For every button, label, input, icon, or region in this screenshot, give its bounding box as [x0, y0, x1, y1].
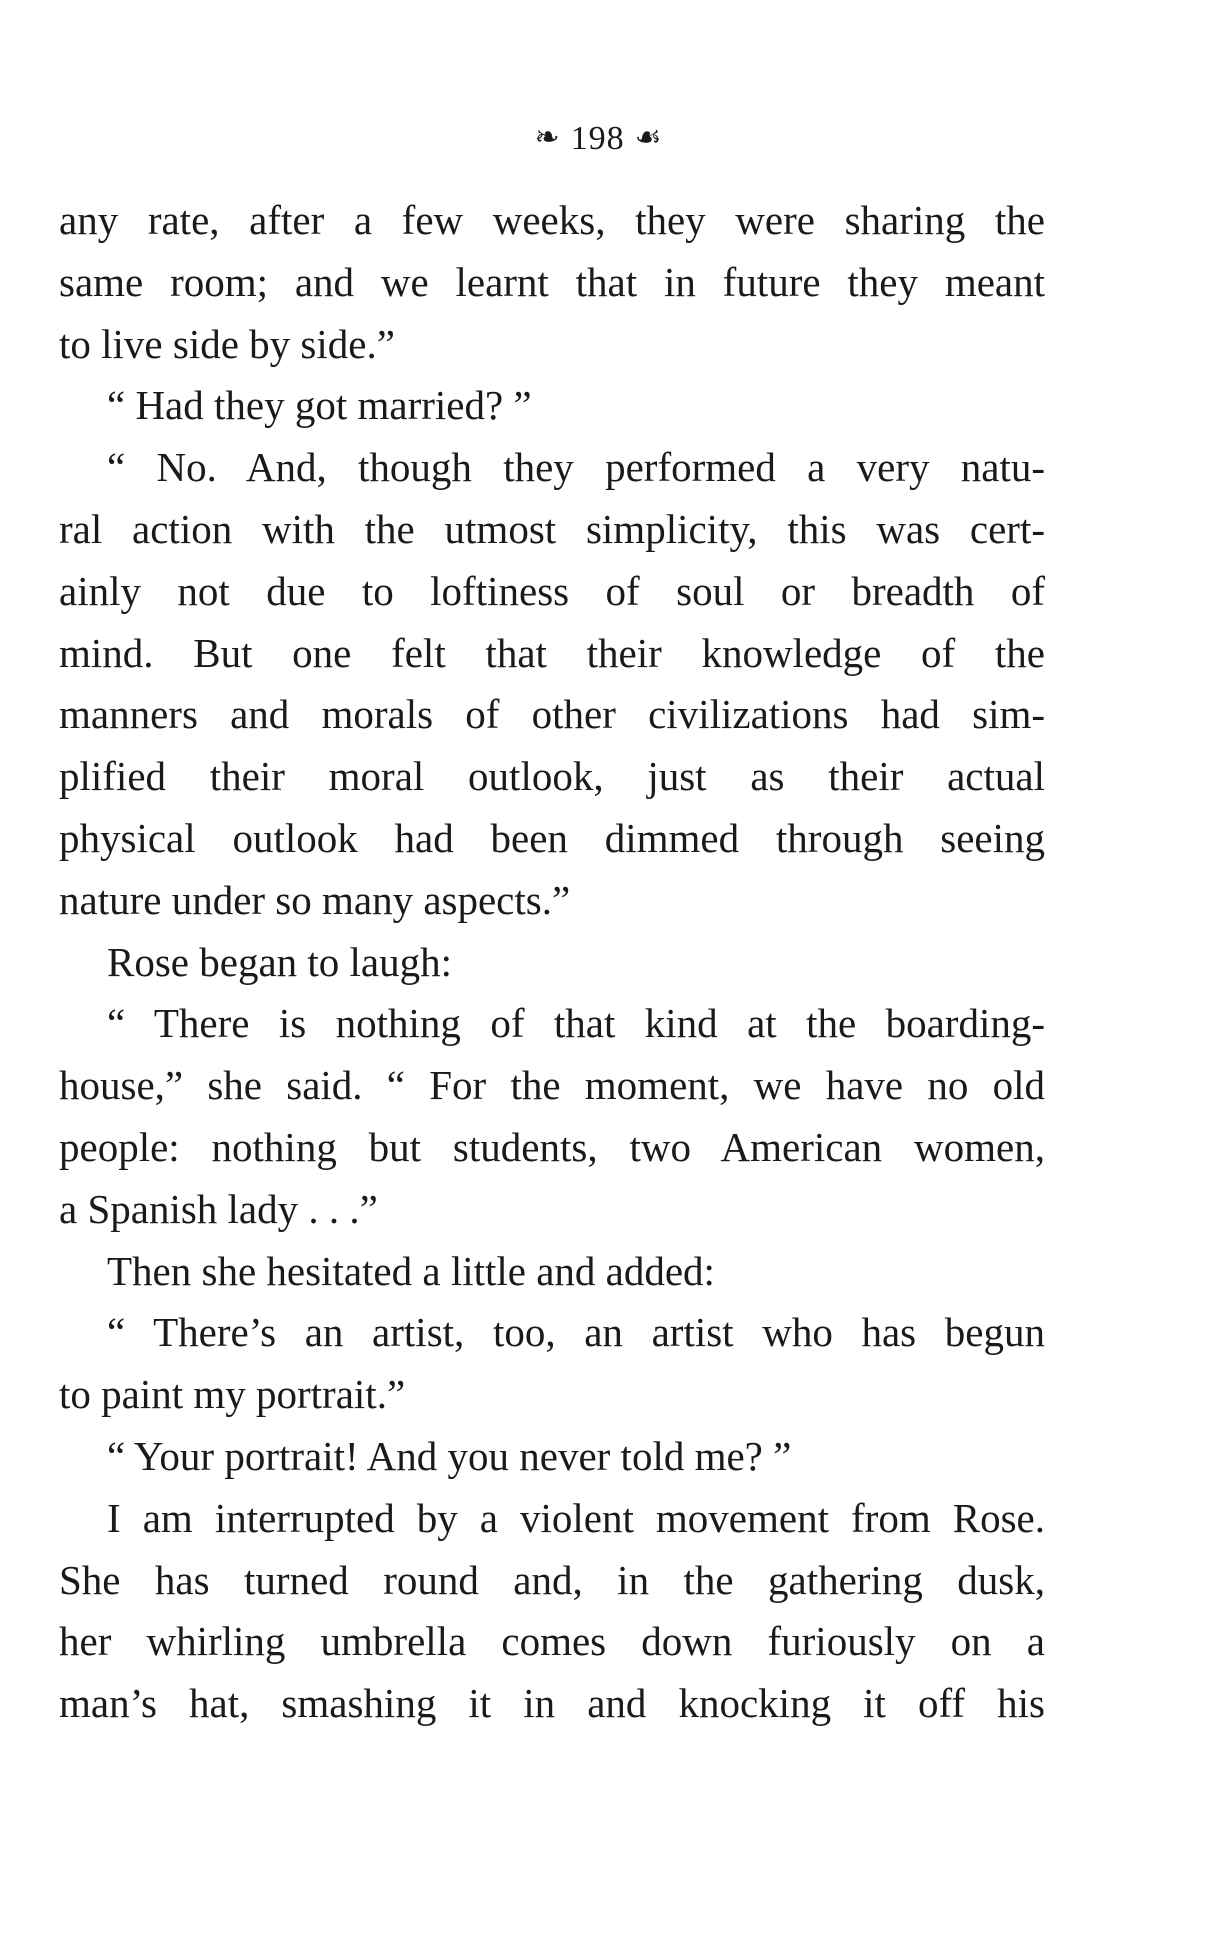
page-header: [0, 108, 1209, 169]
text-line: Rose began to laugh:: [107, 938, 453, 985]
text-line: plified their moral outlook, just as their actual: [59, 753, 1045, 800]
text-line: Then she hesitated a little and added:: [107, 1247, 715, 1294]
text-line: to paint my portrait.”: [59, 1371, 406, 1418]
text-line: man’s hat, smashing it in and knocking it off his: [59, 1680, 1045, 1727]
text-line: physical outlook had been dimmed through seeing: [59, 814, 1045, 861]
text-line: people: nothing but students, two American women,: [59, 1123, 1045, 1170]
text-line: house,” she said. “ For the moment, we have no old: [59, 1062, 1045, 1109]
text-line: She has turned round and, in the gathering dusk,: [59, 1556, 1045, 1603]
text-line: same room; and we learnt that in future they meant: [59, 258, 1045, 305]
text-line: “ No. And, though they performed a very natu-: [107, 444, 1045, 491]
page-number: 198: [570, 120, 625, 157]
text-line: “ There’s an artist, too, an artist who has begun: [107, 1309, 1045, 1356]
text-line: “ There is nothing of that kind at the boarding-: [107, 1000, 1045, 1047]
body-text: [59, 190, 1045, 1735]
text-line: ainly not due to loftiness of soul or breadth of: [59, 567, 1045, 614]
text-line: “ Your portrait! And you never told me? ”: [107, 1432, 792, 1479]
text-line: “ Had they got married? ”: [107, 382, 532, 429]
text-line: her whirling umbrella comes down furiously on a: [59, 1618, 1045, 1665]
left-ornament-icon: ❧: [534, 121, 561, 154]
text-line: mind. But one felt that their knowledge of the: [59, 629, 1045, 676]
text-line: a Spanish lady . . .”: [59, 1185, 378, 1232]
text-line: to live side by side.”: [59, 320, 395, 367]
text-line: manners and morals of other civilizations had sim-: [59, 691, 1045, 738]
right-ornament-icon: ☙: [634, 121, 663, 154]
text-line: ral action with the utmost simplicity, this was cert-: [59, 505, 1045, 552]
text-line: nature under so many aspects.”: [59, 876, 571, 923]
text-line: any rate, after a few weeks, they were sharing the: [59, 197, 1045, 243]
text-line: I am interrupted by a violent movement from Rose.: [107, 1494, 1045, 1541]
